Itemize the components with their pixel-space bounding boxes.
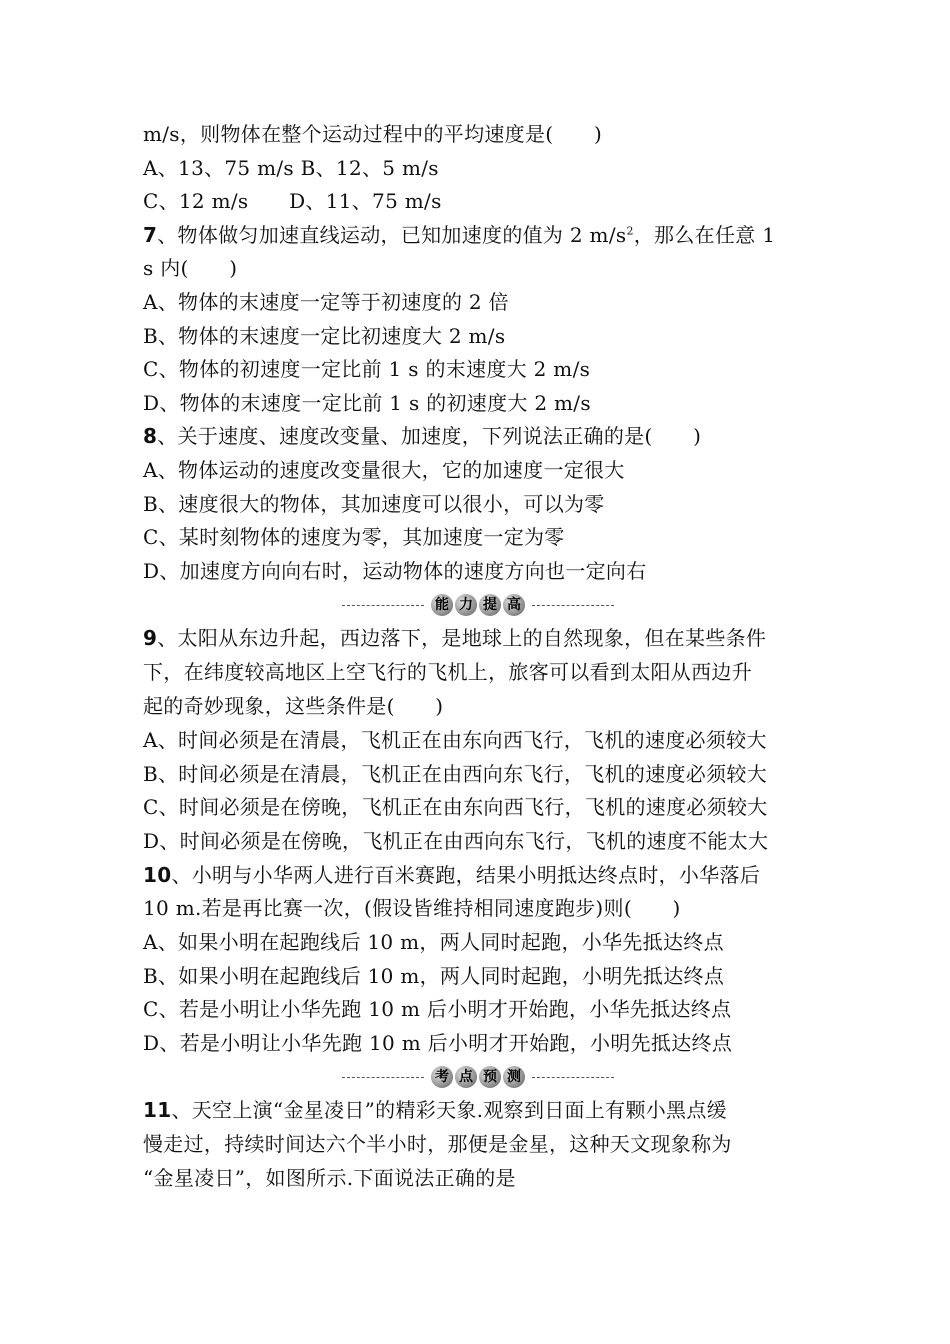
q8-option-d: D、加速度方向向右时，运动物体的速度方向也一定向右 — [143, 558, 647, 583]
q7-option-c: C、物体的初速度一定比前 1 s 的末速度大 2 m/s — [143, 357, 591, 382]
section-title-ability — [430, 594, 526, 616]
q6-options-cd: C、12 m/s D、11、75 m/s — [143, 189, 442, 214]
q7-stem-b: ，那么在任意 1 — [633, 222, 776, 247]
q7-option-b: B、物体的末速度一定比初速度大 2 m/s — [143, 323, 506, 348]
q9-option-b: B、时间必须是在清晨，飞机正在由西向东飞行，飞机的速度必须较大 — [143, 761, 767, 786]
q9-stem-line3: 起的奇妙现象，这些条件是( ) — [143, 693, 444, 718]
q9-stem-line1: 、太阳从东边升起，西边落下，是地球上的自然现象，但在某些条件 — [157, 626, 767, 651]
q6-stem-tail: m/s，则物体在整个运动过程中的平均速度是( ) — [143, 122, 603, 146]
q10-option-a: A、如果小明在起跑线后 10 m，两人同时起跑，小华先抵达终点 — [143, 930, 724, 955]
q7-number: 7 — [143, 222, 158, 247]
section-title-char: 考 — [431, 1066, 453, 1088]
section-title-char: 测 — [503, 1066, 525, 1088]
q8-stem-text: 、关于速度、速度改变量、加速度，下列说法正确的是( ) — [157, 424, 702, 449]
section-title-char: 点 — [455, 1066, 477, 1088]
q9-option-a: A、时间必须是在清晨，飞机正在由东向西飞行，飞机的速度必须较大 — [143, 727, 767, 752]
q8-option-c: C、某时刻物体的速度为零，其加速度一定为零 — [143, 525, 565, 550]
section-title-char: 能 — [431, 594, 453, 616]
q7-stem-cont: s 内( ) — [143, 256, 238, 281]
section-title-char: 力 — [455, 594, 477, 616]
divider-rule-left — [342, 1077, 424, 1078]
q11-stem — [143, 1094, 813, 1128]
q11-stem-line2: 慢走过，持续时间达六个半小时，那便是金星，这种天文现象称为 — [143, 1132, 732, 1157]
q11-stem-line3: “金星凌日”，如图所示.下面说法正确的是 — [143, 1166, 516, 1191]
q9-stem-line2: 下，在纬度较高地区上空飞行的飞机上，旅客可以看到太阳从西边升 — [143, 660, 752, 685]
q8-option-a: A、物体运动的速度改变量很大，它的加速度一定很大 — [143, 457, 625, 482]
q10-option-c: C、若是小明让小华先跑 10 m 后小明才开始跑，小华先抵达终点 — [143, 997, 732, 1022]
q7-superscript: 2 — [626, 224, 634, 238]
q10-stem-line2: 10 m.若是再比赛一次，(假设皆维持相同速度跑步)则( ) — [143, 896, 681, 921]
q6-options-ab: A、13、75 m/s B、12、5 m/s — [143, 155, 439, 180]
q8-number: 8 — [143, 424, 158, 449]
q8-option-b: B、速度很大的物体，其加速度可以很小，可以为零 — [143, 491, 605, 516]
divider-rule-right — [532, 605, 614, 606]
q10-number: 10 — [143, 862, 172, 887]
section-title-forecast — [430, 1066, 526, 1088]
q10-option-b: B、如果小明在起跑线后 10 m，两人同时起跑，小明先抵达终点 — [143, 963, 725, 988]
section-title-char: 高 — [503, 594, 525, 616]
q11-stem-line1: 、天空上演“金星凌日”的精彩天象.观察到日面上有颗小黑点缓 — [171, 1098, 727, 1123]
q9-stem — [143, 622, 813, 656]
q9-number: 9 — [143, 626, 158, 651]
q7-stem-a: 、物体做匀加速直线运动，已知加速度的值为 2 m/s — [157, 222, 627, 247]
divider-rule-left — [342, 605, 424, 606]
q7-option-d: D、物体的末速度一定比前 1 s 的初速度大 2 m/s — [143, 390, 591, 415]
q10-option-d: D、若是小明让小华先跑 10 m 后小明才开始跑，小明先抵达终点 — [143, 1030, 733, 1055]
q7-stem — [143, 219, 813, 253]
question-list — [143, 118, 813, 1196]
q9-option-c: C、时间必须是在傍晚，飞机正在由东向西飞行，飞机的速度必须较大 — [143, 795, 768, 820]
q10-stem-line1: 、小明与小华两人进行百米赛跑，结果小明抵达终点时，小华落后 — [171, 862, 761, 887]
q11-number: 11 — [143, 1098, 172, 1123]
section-title-char: 预 — [479, 1066, 501, 1088]
q8-stem — [143, 420, 813, 454]
section-title-char: 提 — [479, 594, 501, 616]
q10-stem — [143, 859, 813, 893]
q9-option-d: D、时间必须是在傍晚，飞机正在由西向东飞行，飞机的速度不能太大 — [143, 829, 769, 854]
divider-rule-right — [532, 1077, 614, 1078]
section-divider-ability — [143, 588, 813, 622]
q7-option-a: A、物体的末速度一定等于初速度的 2 倍 — [143, 289, 509, 314]
section-divider-forecast — [143, 1060, 813, 1094]
